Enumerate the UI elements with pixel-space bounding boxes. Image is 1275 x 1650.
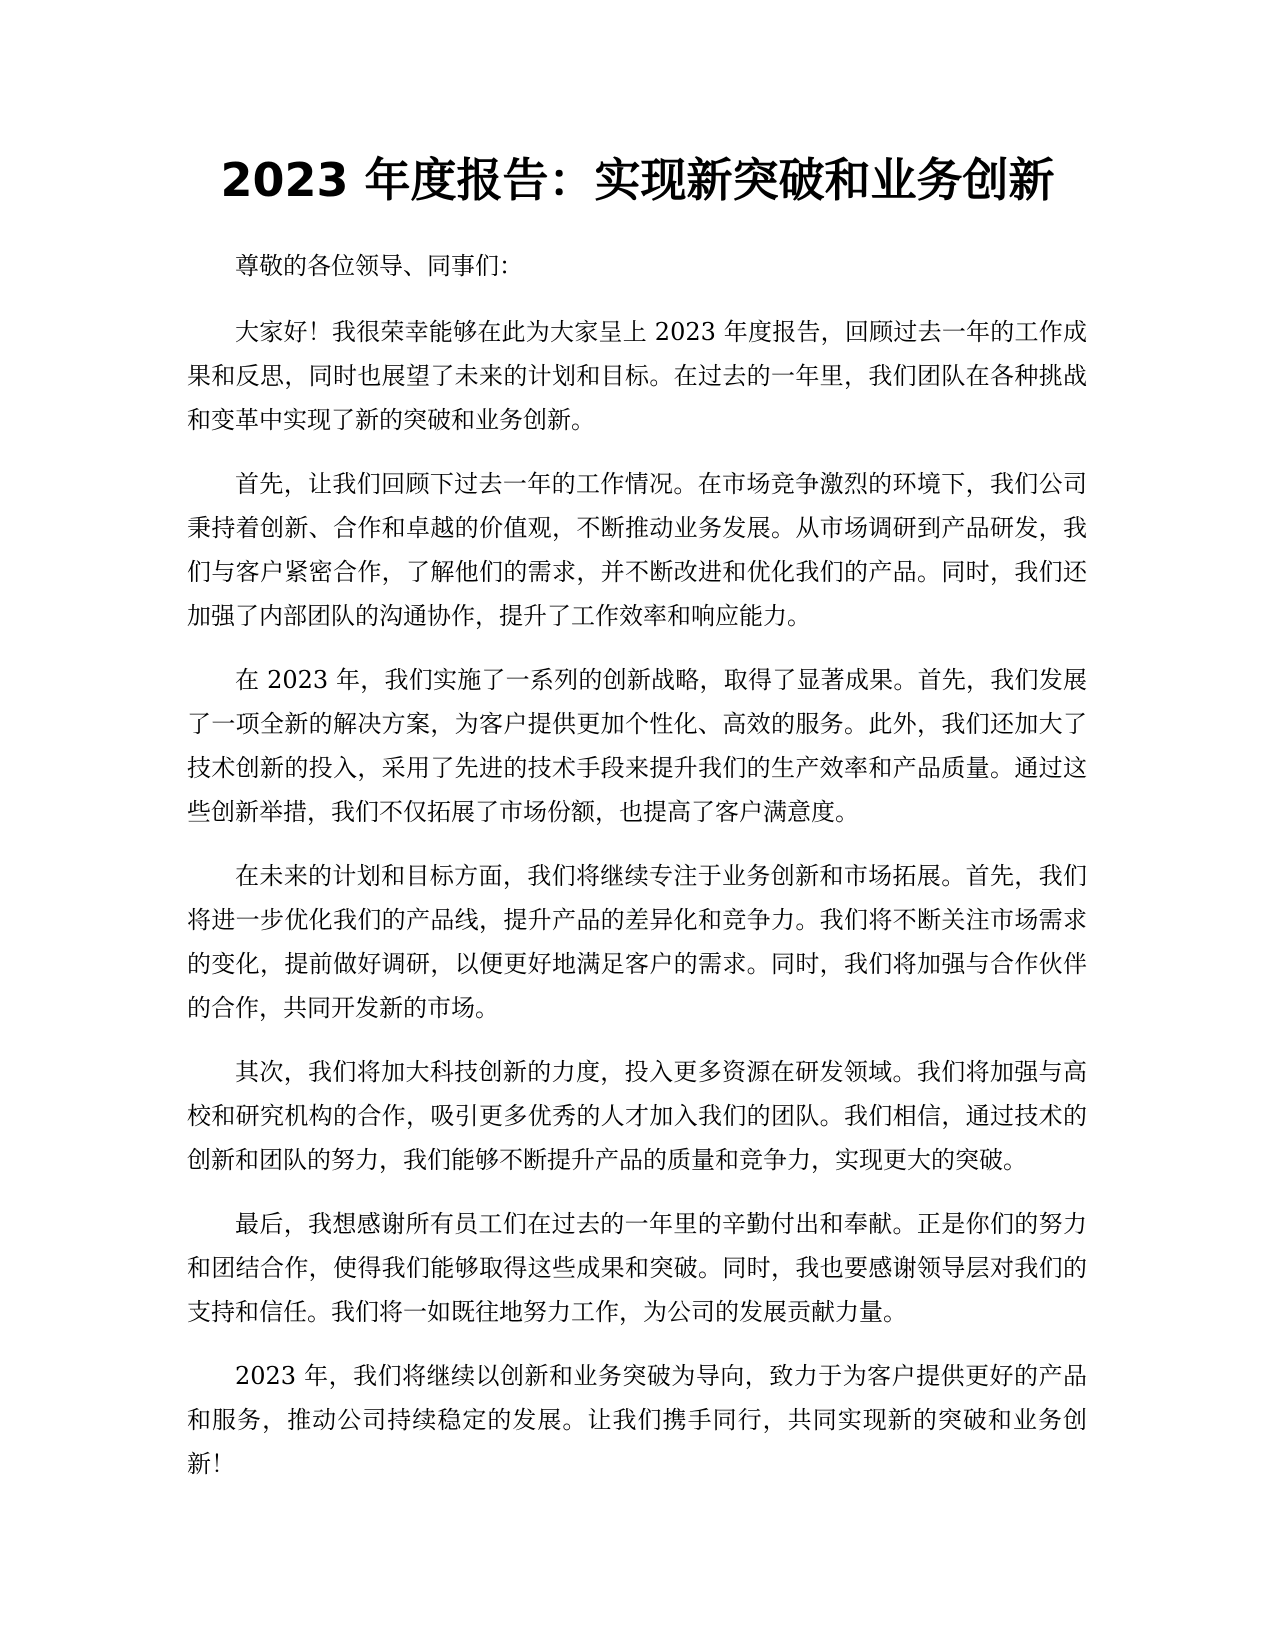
greeting-paragraph: 尊敬的各位领导、同事们： [235, 252, 523, 280]
body-paragraph-innovation: 在 2023 年，我们实施了一系列的创新战略，取得了显著成果。首先，我们发展了一项全新的解决方案，为客户提供更加个性化、高效的服务。此外，我们还加大了技术创新的投入，采用了先进的技术手段来提升我们的生产效率和产品质量。通过这些创新举措，我们不仅拓展了市场份额，也提高了客户满意度。 [187, 666, 1087, 826]
body-paragraph-opening: 大家好！我很荣幸能够在此为大家呈上 2023 年度报告，回顾过去一年的工作成果和反思，同时也展望了未来的计划和目标。在过去的一年里，我们团队在各种挑战和变革中实现了新的突破和业务创新。 [187, 318, 1087, 434]
body-paragraph-technology: 其次，我们将加大科技创新的力度，投入更多资源在研发领域。我们将加强与高校和研究机构的合作，吸引更多优秀的人才加入我们的团队。我们相信，通过技术的创新和团队的努力，我们能够不断提升产品的质量和竞争力，实现更大的突破。 [187, 1058, 1087, 1174]
document-title: 2023 年度报告：实现新突破和业务创新 [220, 153, 1055, 207]
body-paragraph-review: 首先，让我们回顾下过去一年的工作情况。在市场竞争激烈的环境下，我们公司秉持着创新、合作和卓越的价值观，不断推动业务发展。从市场调研到产品研发，我们与客户紧密合作，了解他们的需求，并不断改进和优化我们的产品。同时，我们还加强了内部团队的沟通协作，提升了工作效率和响应能力。 [187, 470, 1087, 630]
document-body [187, 244, 1087, 1506]
body-paragraph-thanks: 最后，我想感谢所有员工们在过去的一年里的辛勤付出和奉献。正是你们的努力和团结合作，使得我们能够取得这些成果和突破。同时，我也要感谢领导层对我们的支持和信任。我们将一如既往地努力工作，为公司的发展贡献力量。 [187, 1210, 1087, 1326]
body-paragraph-future-plans: 在未来的计划和目标方面，我们将继续专注于业务创新和市场拓展。首先，我们将进一步优化我们的产品线，提升产品的差异化和竞争力。我们将不断关注市场需求的变化，提前做好调研，以便更好地满足客户的需求。同时，我们将加强与合作伙伴的合作，共同开发新的市场。 [187, 862, 1087, 1022]
body-paragraph-closing: 2023 年，我们将继续以创新和业务突破为导向，致力于为客户提供更好的产品和服务，推动公司持续稳定的发展。让我们携手同行，共同实现新的突破和业务创新！ [187, 1362, 1087, 1478]
